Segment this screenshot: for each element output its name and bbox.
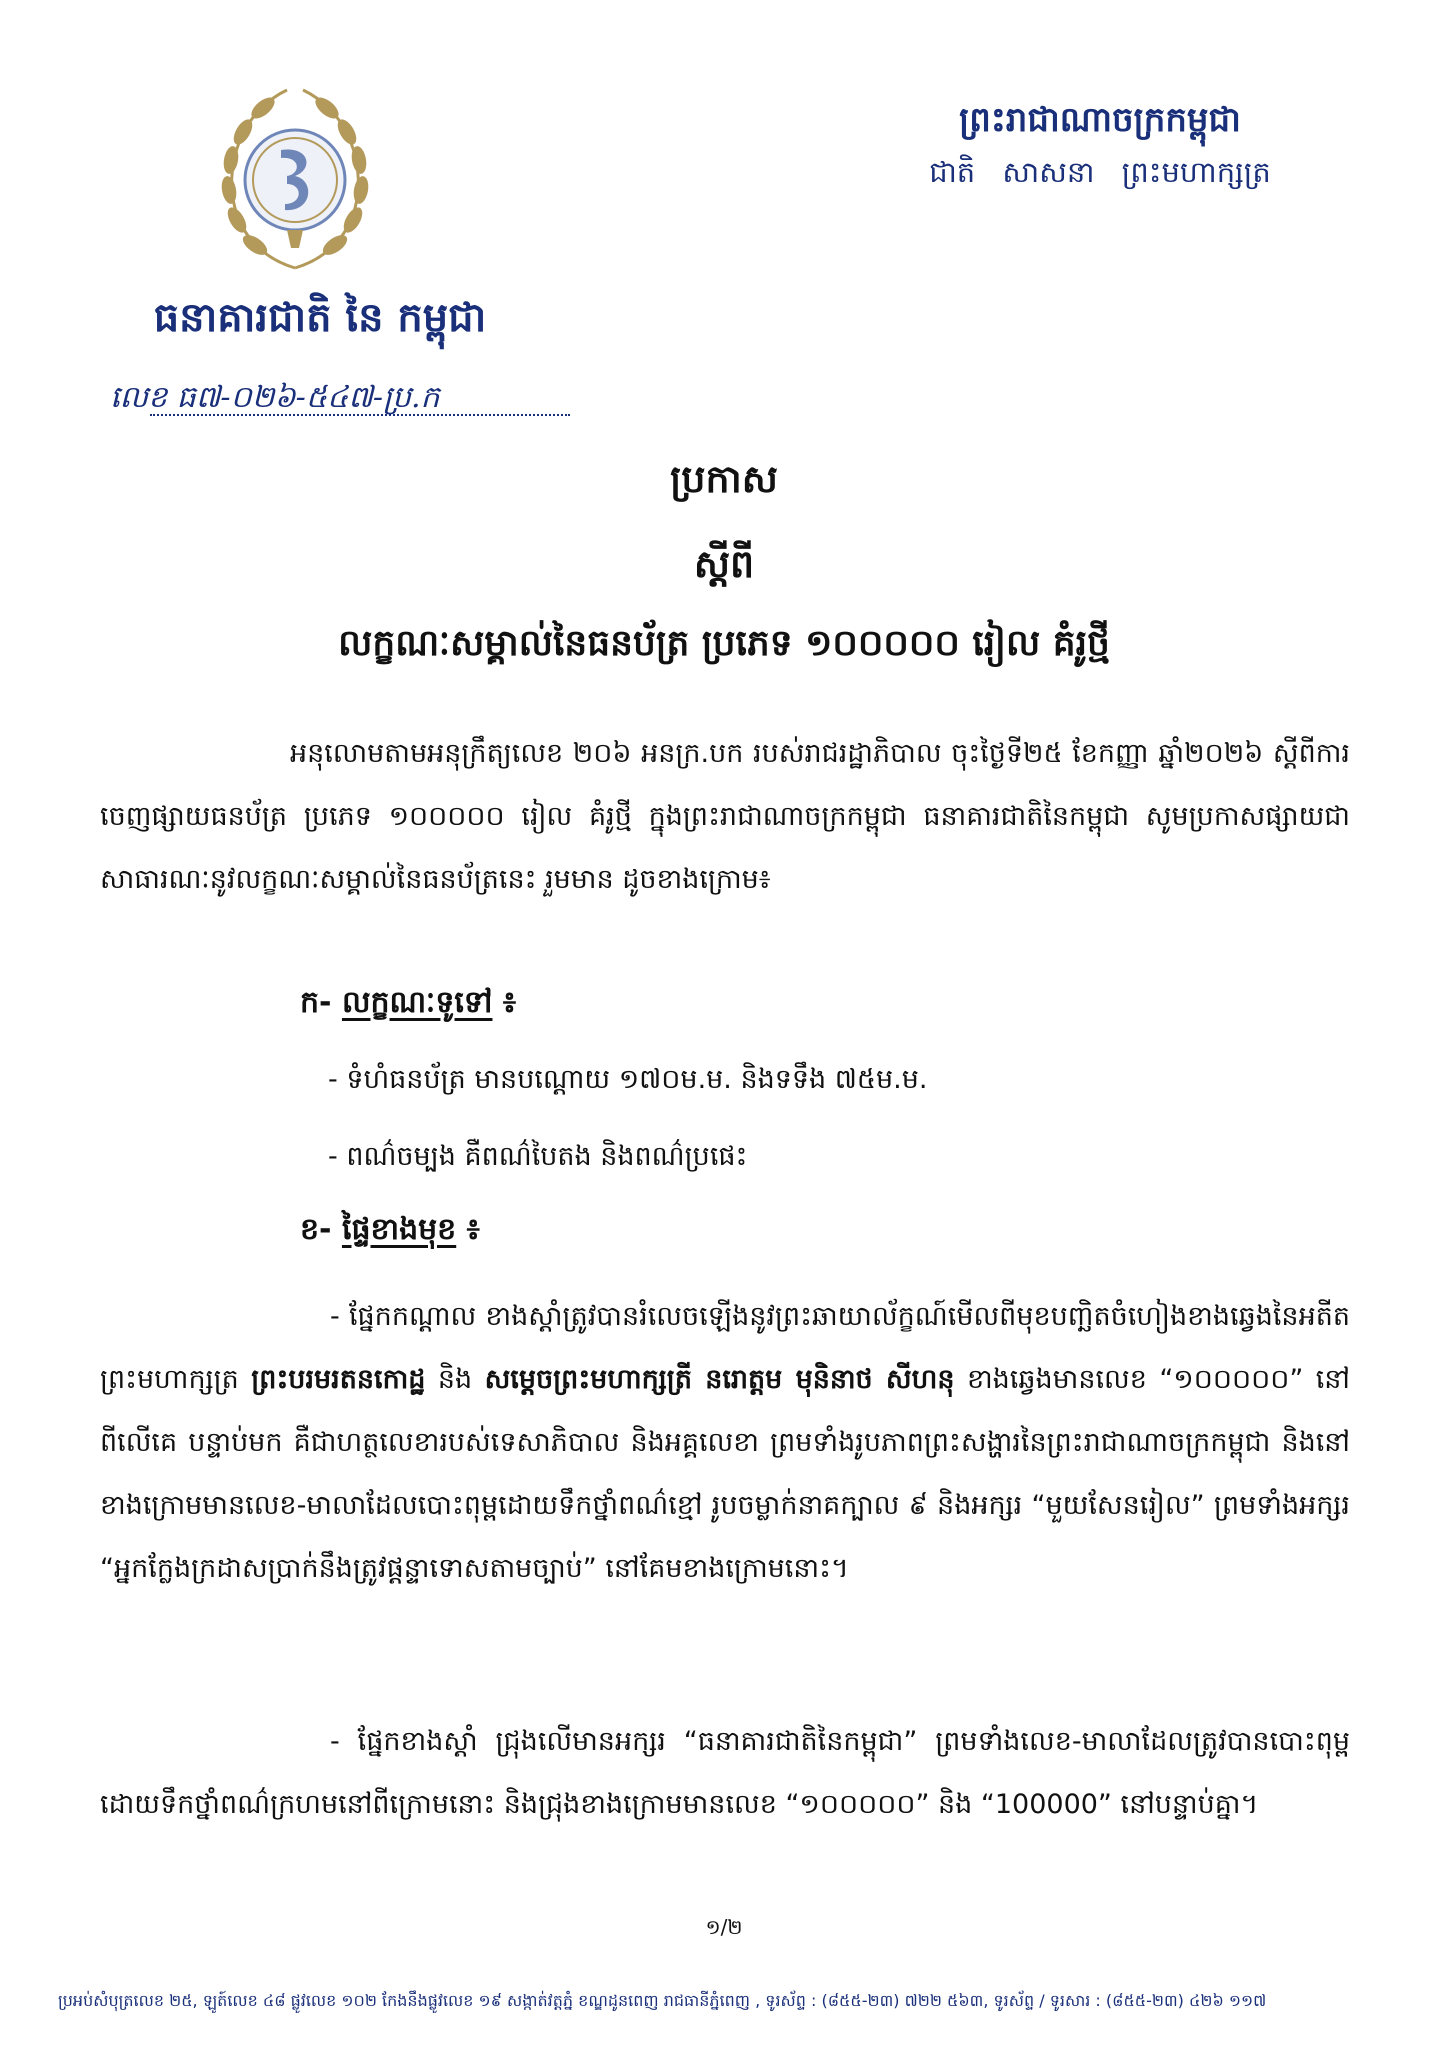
national-motto: ជាតិ សាសនា ព្រះមហាក្សត្រ (929, 155, 1271, 189)
title-on: ស្តីពី (693, 541, 755, 586)
front-text-part2: ខាងឆ្វេងមានលេខ “១០០០០០” នៅពីលើគេ បន្ទាប់មក គឺជាហត្ថលេខារបស់ទេសាភិបាល និងអគ្គលេខា ព្រមទាំងរូបភាពព្រះសង្ហារនៃព្រះរាជាណាចក្រកម្ពុជា និងនៅខាងក្រោមមានលេខ-មាលាដែលបោះពុម្ពដោយទឹកថ្នាំពណ៌ខ្មៅ រូបចម្លាក់នាគក្បាល ៩ និងអក្សរ “មួយសែនរៀល” ព្រមទាំងអក្សរ “អ្នកក្លែងក្រដាសប្រាក់នឹងត្រូវផ្តន្ទាទោសតាមច្បាប់” នៅគែមខាងក្រោមនោះ។ (100, 1364, 1351, 1584)
section-b-heading (300, 1210, 480, 1254)
bank-emblem-icon (215, 80, 375, 275)
title-announcement: ប្រកាស (670, 456, 778, 501)
section-a-title: លក្ខណៈទូទៅ (341, 985, 493, 1020)
section-a-bullet-size: - ទំហំធនប័ត្រ មានបណ្តោយ ១៧០ម.ម. និងទទឹង ៧៥ម.ម. (328, 1064, 928, 1095)
front-text-and: និង (437, 1364, 473, 1395)
page-number: ១/២ (705, 1915, 743, 1939)
front-right-paragraph: - ផ្នែកខាងស្តាំ ជ្រុងលើមានអក្សរ “ធនាគារជាតិនៃកម្ពុជា” ព្រមទាំងលេខ-មាលាដែលត្រូវបានបោះពុម្ពដោយទឹកថ្នាំពណ៌ក្រហមនៅពីក្រោមនោះ និងជ្រុងខាងក្រោមមានលេខ “១០០០០០” និង “100000” នៅបន្ទាប់គ្នា។ (100, 1726, 1350, 1820)
front-center-paragraph (100, 1285, 1350, 1600)
reference-underline (150, 414, 570, 416)
section-b-marker: ខ- (300, 1212, 332, 1247)
section-b-title: ផ្ទៃខាងមុខ (341, 1212, 457, 1247)
section-a-marker: ក- (300, 985, 332, 1020)
front-name-queen-mother: សម្តេចព្រះមហាក្សត្រី នរោត្តម មុនិនាថ សីហនុ (484, 1364, 955, 1395)
front-name-king-father: ព្រះបរមរតនកោដ្ឋ (251, 1364, 426, 1395)
title-subject: លក្ខណៈសម្គាល់នៃធនប័ត្រ ប្រភេទ ១០០០០០ រៀល គំរូថ្មី (338, 622, 1110, 664)
kingdom-name: ព្រះរាជាណាចក្រកម្ពុជា (959, 100, 1241, 140)
bank-name: ធនាគារជាតិ នៃ កម្ពុជា (153, 294, 487, 341)
intro-paragraph: អនុលោមតាមអនុក្រឹត្យលេខ ២០៦ អនក្រ.បក របស់រាជរដ្ឋាភិបាល ចុះថ្ងៃទី២៥ ខែកញ្ញា ឆ្នាំ២០២៦ ស្តីពីការចេញផ្សាយធនប័ត្រ ប្រភេទ ១០០០០០ រៀល គំរូថ្មី ក្នុងព្រះរាជាណាចក្រកម្ពុជា ធនាគារជាតិនៃកម្ពុជា សូមប្រកាសផ្សាយជាសាធារណៈនូវលក្ខណៈសម្គាល់នៃធនប័ត្រនេះ រួមមាន ដូចខាងក្រោម៖ (100, 738, 1350, 895)
section-a-bullet-color: - ពណ៌ចម្បង គឺពណ៌បៃតង និងពណ៌ប្រផេះ (328, 1141, 748, 1172)
section-a-colon: ៖ (502, 985, 517, 1020)
section-b-colon: ៖ (466, 1212, 480, 1247)
section-a-heading (300, 983, 516, 1027)
reference-number: លេខ ធ៧-០២៦-៥៤៧-ប្រ.ក (110, 380, 440, 415)
footer-address: ប្រអប់សំបុត្រលេខ ២៥, ឡូត៍លេខ ៤៨ ផ្លូវលេខ ១០២ កែងនឹងផ្លូវលេខ ១៩ សង្កាត់វត្តភ្នំ ខណ្ឌដូនពេញ រាជធានីភ្នំពេញ , ទូរស័ព្ទ : (៨៥៥-២៣) ៧២២ ៥៦៣, ទូរស័ព្ទ / ទូរសារ : (៨៥៥-២៣) ៤២៦ ១១៧ (58, 1991, 1267, 2010)
front-text-part1: - ផ្នែកកណ្តាល ខាងស្តាំត្រូវបានរំលេចឡើងនូវព្រះឆាយាល័ក្ខណ៍មើលពីមុខបញ្ឆិតចំហៀងខាងឆ្វេងនៃអតីតព្រះមហាក្សត្រ (100, 1301, 1350, 1395)
